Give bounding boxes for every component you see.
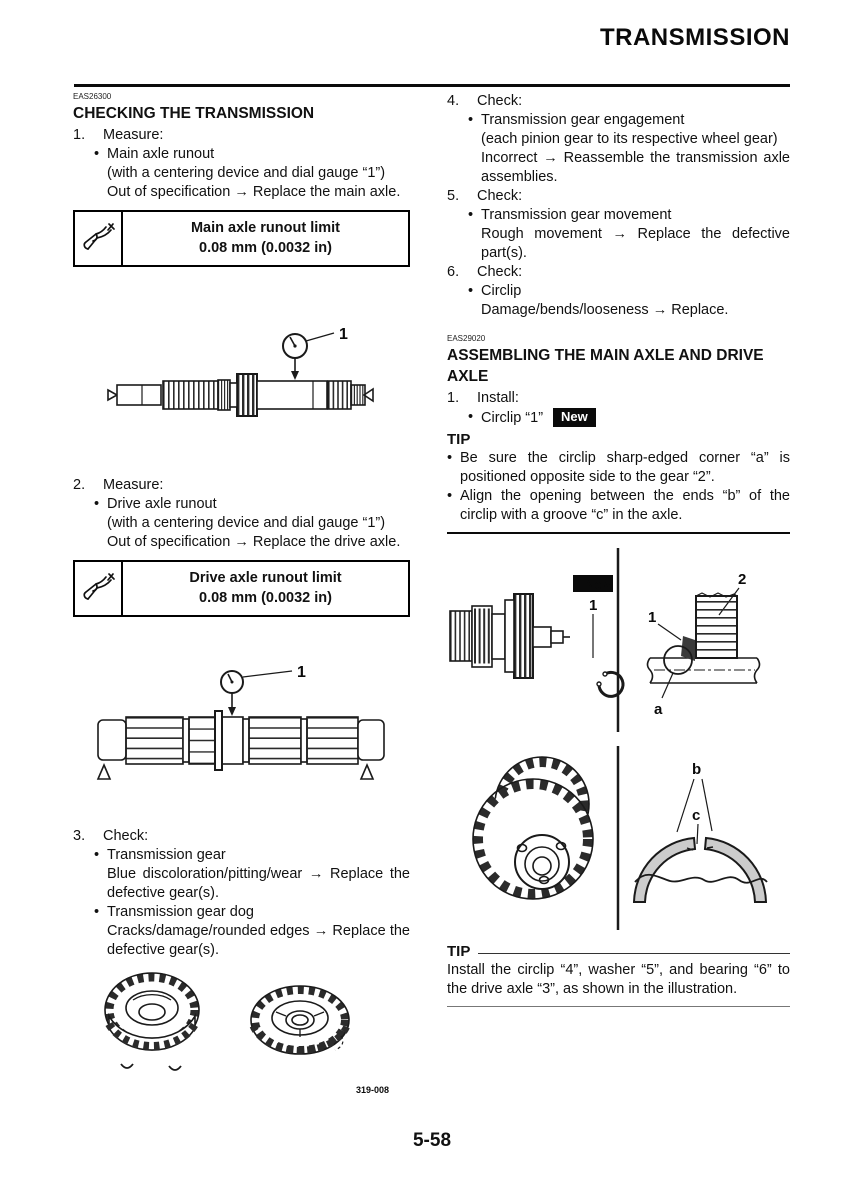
tip-end-rule <box>447 532 790 534</box>
bullet-item: • Circlip <box>447 282 790 301</box>
step-2-measure <box>73 476 410 552</box>
callout-1: 1 <box>589 597 598 614</box>
callout-c: c <box>692 807 701 824</box>
figure-main-axle-runout <box>73 295 410 460</box>
figure-drive-axle-runout <box>73 632 410 814</box>
step-note: (with a centering device and dial gauge “1”) <box>107 165 386 181</box>
callout-1: 1 <box>339 326 348 343</box>
tip-bullet: • Align the opening between the ends “b” of the circlip with a groove “c” in the axle. <box>447 487 790 525</box>
step-number: 5. <box>447 188 460 204</box>
step-result: Out of specification → Replace the drive axle. <box>107 534 401 550</box>
page-number: 5-58 <box>412 1130 452 1151</box>
step-verb: Check: <box>477 93 523 109</box>
bullet-item: • Main axle runout <box>73 145 410 164</box>
tip-rule <box>478 953 790 954</box>
callout-2: 2 <box>738 571 747 588</box>
tip-bullet: • Be sure the circlip sharp-edged corner “a” is positioned opposite side to the gear “2”. <box>447 449 790 487</box>
callout-1: 1 <box>297 664 306 681</box>
spec-value: 0.08 mm (0.0032 in) <box>199 590 332 606</box>
step-number: 6. <box>447 264 460 280</box>
step-4-check <box>447 92 790 187</box>
tip-heading: TIP <box>447 431 471 448</box>
spec-title: Main axle runout limit <box>190 220 341 236</box>
step-result: Cracks/damage/rounded edges → Replace the defective gear(s). <box>107 923 410 958</box>
step-1-install <box>447 389 790 428</box>
figure-transmission-gears <box>73 966 410 1096</box>
bullet-item: • Transmission gear dog <box>73 903 410 922</box>
step-verb: Measure: <box>103 127 164 143</box>
step-note: (with a centering device and dial gauge “1”) <box>107 515 386 531</box>
step-verb: Check: <box>103 828 149 844</box>
left-column <box>73 92 410 1096</box>
spec-value: 0.08 mm (0.0032 in) <box>199 240 332 256</box>
tip-heading: TIP <box>447 943 471 960</box>
bullet-item: • Circlip “1” New <box>447 408 790 428</box>
tip-text: Install the circlip “4”, washer “5”, and bearing “6” to the drive axle “3”, as shown in the illustration. <box>447 962 790 997</box>
new-part-badge: New <box>585 577 612 592</box>
figure-circlip-opening <box>447 744 790 934</box>
bullet-item: • Transmission gear <box>73 846 410 865</box>
step-1-measure <box>73 126 410 202</box>
step-verb: Measure: <box>103 477 164 493</box>
step-result: Rough movement → Replace the defective part(s). <box>481 226 790 261</box>
bullet-item: • Drive axle runout <box>73 495 410 514</box>
step-result: Out of specification → Replace the main axle. <box>107 184 401 200</box>
new-part-badge: New <box>553 408 596 427</box>
tip-end-rule <box>447 1006 790 1007</box>
right-column <box>447 92 790 1007</box>
callout-b: b <box>692 761 702 778</box>
figure-caption: 319-008 <box>356 1085 390 1095</box>
step-verb: Check: <box>477 264 523 280</box>
callout-a: a <box>654 701 663 718</box>
step-number: 1. <box>73 127 86 143</box>
step-result: Damage/bends/looseness → Replace. <box>481 302 729 318</box>
tip-heading-row <box>447 942 790 961</box>
step-verb: Check: <box>477 188 523 204</box>
step-number: 3. <box>73 828 86 844</box>
section-heading: ASSEMBLING THE MAIN AXLE AND DRIVE AXLE <box>447 347 764 385</box>
step-number: 4. <box>447 93 460 109</box>
step-verb: Install: <box>477 390 519 406</box>
spec-box-drive-axle <box>73 560 410 617</box>
caliper-icon <box>75 212 123 265</box>
callout-1: 1 <box>648 609 657 626</box>
step-note: (each pinion gear to its respective wheel gear) <box>481 131 778 147</box>
section-heading: CHECKING THE TRANSMISSION <box>73 105 315 122</box>
header-rule <box>74 84 790 87</box>
figure-circlip-installation <box>447 540 790 736</box>
bullet-item: • Transmission gear movement <box>447 206 790 225</box>
section-code: EAS26300 <box>73 92 112 101</box>
step-3-check <box>73 827 410 960</box>
step-number: 2. <box>73 477 86 493</box>
caliper-icon <box>75 562 123 615</box>
spec-title: Drive axle runout limit <box>189 570 342 586</box>
page-title: TRANSMISSION <box>599 24 790 51</box>
bullet-item: • Transmission gear engagement <box>447 111 790 130</box>
spec-box-main-axle <box>73 210 410 267</box>
section-code: EAS29020 <box>447 334 486 343</box>
step-6-check <box>447 263 790 320</box>
step-number: 1. <box>447 390 460 406</box>
step-result: Incorrect → Reassemble the transmission axle assemblies. <box>481 150 790 185</box>
step-result: Blue discoloration/pitting/wear → Replace the defective gear(s). <box>107 866 410 901</box>
step-5-check <box>447 187 790 263</box>
